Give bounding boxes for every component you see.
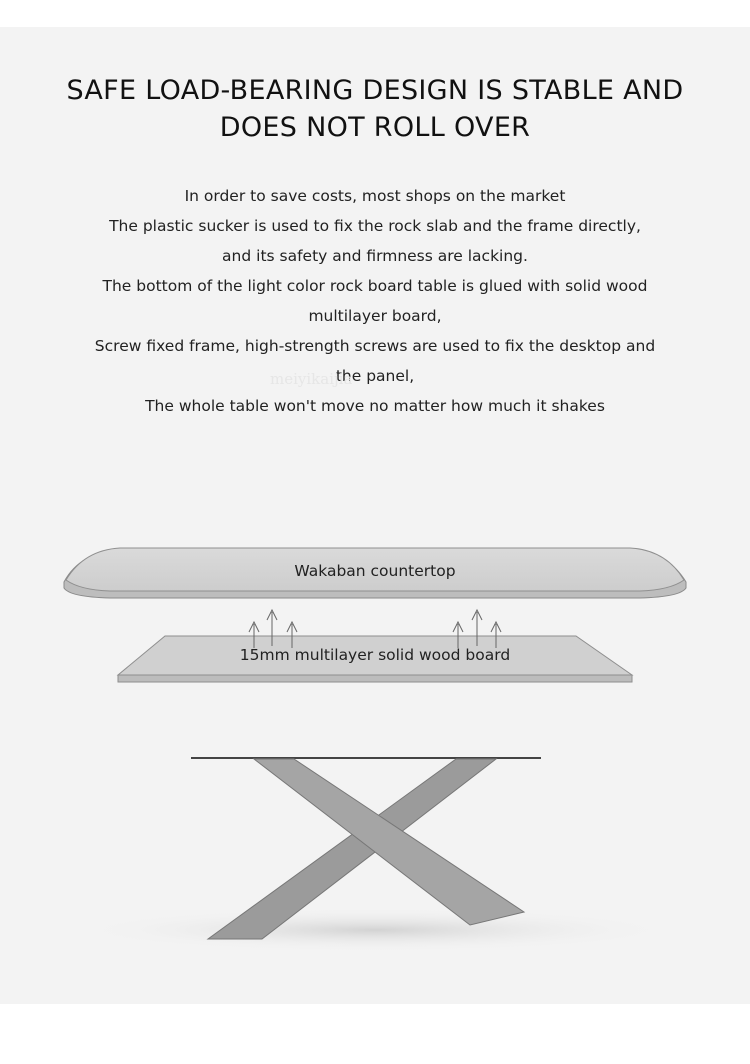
countertop-label: Wakaban countertop [294, 562, 456, 580]
description-line: the panel, [335, 367, 415, 385]
description-line: multilayer board, [308, 307, 442, 325]
description-line: In order to save costs, most shops on the market [184, 187, 566, 205]
title-line-2: DOES NOT ROLL OVER [219, 112, 531, 143]
description-line: The whole table won't move no matter how much it shakes [145, 397, 605, 415]
title-line-1: SAFE LOAD-BEARING DESIGN IS STABLE AND [66, 75, 684, 106]
description-line: The bottom of the light color rock board table is glued with solid wood [102, 277, 648, 295]
board-label: 15mm multilayer solid wood board [239, 646, 511, 664]
description-line: The plastic sucker is used to fix the rock slab and the frame directly, [109, 217, 641, 235]
description-line: Screw fixed frame, high-strength screws are used to fix the desktop and [94, 337, 656, 355]
floor-shadow [75, 908, 675, 952]
watermark: meiyikaijia [270, 370, 353, 388]
description-line: and its safety and firmness are lacking. [222, 247, 528, 265]
